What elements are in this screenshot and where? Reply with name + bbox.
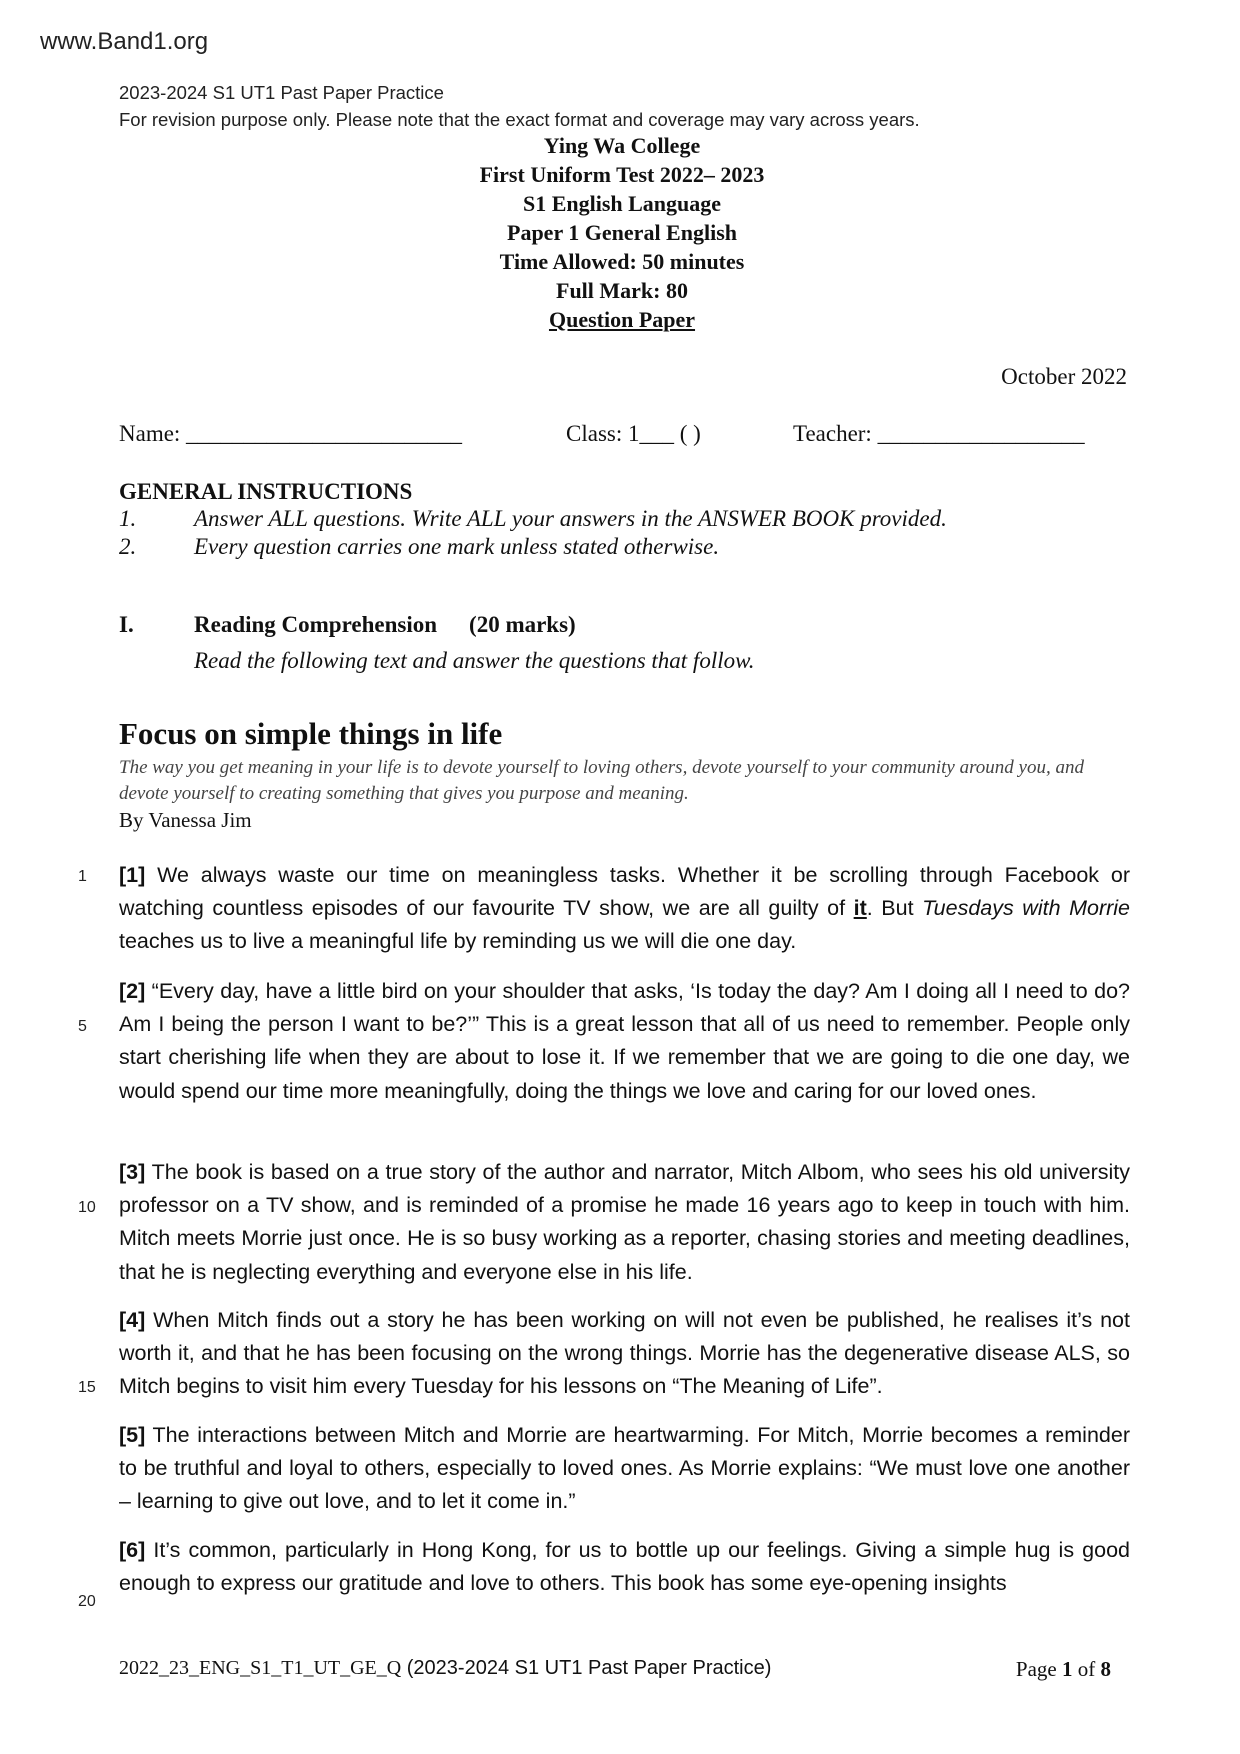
name-field: Name: ________________________ bbox=[119, 421, 463, 446]
paragraph-3 bbox=[119, 1156, 1130, 1289]
paper-code: 2022_23_ENG_S1_T1_UT_GE_Q bbox=[119, 1657, 402, 1679]
paragraph-number: [5] bbox=[119, 1423, 146, 1447]
article-subtitle: The way you get meaning in your life is to devote yourself to loving others, devote yourself to your community around you, and devote yourself to creating something that gives you purpose and meaning. bbox=[119, 757, 1084, 804]
teacher-field: Teacher: __________________ bbox=[793, 421, 1085, 446]
paragraph-text: The book is based on a true story of the author and narrator, Mitch Albom, who sees his old university professor on a TV show, and is reminded of a promise he made 16 years ago to keep in touch with him. Mitch meets Morrie just once. He is so busy working as a reporter, chasing stories and meeting deadlines, that he is neglecting everything and everyone else in his life. bbox=[119, 1160, 1130, 1284]
time-allowed: Time Allowed: 50 minutes bbox=[499, 249, 745, 274]
practice-line-2: For revision purpose only. Please note that the exact format and coverage may vary across years. bbox=[119, 109, 920, 130]
paragraph-text: The interactions between Mitch and Morrie are heartwarming. For Mitch, Morrie becomes a reminder to be truthful and loyal to others, especially to loved ones. As Morrie explains: “We must love one another – learning to give out love, and to let it come in.” bbox=[119, 1423, 1130, 1514]
paragraph-text: . But bbox=[866, 896, 923, 921]
instruction-item bbox=[119, 534, 719, 560]
page-total: 8 bbox=[1100, 1657, 1111, 1681]
paragraph-4 bbox=[119, 1304, 1130, 1404]
practice-note bbox=[119, 79, 920, 133]
page-indicator bbox=[1016, 1657, 1111, 1682]
section-number: I. bbox=[119, 612, 134, 637]
article-title: Focus on simple things in life bbox=[119, 716, 503, 751]
paragraph-text: When Mitch finds out a story he has been working on will not even be published, he realises it’s not worth it, and that he has been focusing on the wrong things. Morrie has the degenerative disease ALS, so Mitch begins to visit him every Tuesday for his lessons on “The Meaning of Life”. bbox=[119, 1308, 1130, 1399]
paper-header bbox=[0, 131, 1240, 334]
paragraph-number: [2] bbox=[119, 979, 146, 1003]
line-number: 20 bbox=[78, 1593, 96, 1610]
line-number: 10 bbox=[78, 1199, 96, 1216]
instruction-text: Every question carries one mark unless stated otherwise. bbox=[194, 534, 720, 559]
footer-practice: (2023-2024 S1 UT1 Past Paper Practice) bbox=[401, 1657, 772, 1679]
paragraph-2 bbox=[119, 975, 1130, 1108]
section-heading bbox=[119, 612, 576, 638]
instruction-text: Answer ALL questions. Write ALL your answers in the ANSWER BOOK provided. bbox=[194, 506, 947, 531]
paragraph-text: We always waste our time on meaningless tasks. Whether it be scrolling through Facebook or watching countless episodes of our favourite TV show, we are all guilty of bbox=[119, 863, 1130, 921]
section-title: Reading Comprehension bbox=[194, 612, 438, 637]
exam-date: October 2022 bbox=[1001, 364, 1127, 389]
paragraph-6 bbox=[119, 1534, 1130, 1600]
of-word: of bbox=[1072, 1657, 1101, 1681]
line-number: 15 bbox=[78, 1379, 96, 1396]
paragraph-number: [6] bbox=[119, 1538, 146, 1562]
line-number: 5 bbox=[78, 1018, 87, 1035]
instruction-num: 1. bbox=[119, 506, 137, 531]
school-name: Ying Wa College bbox=[543, 133, 701, 158]
section-marks: (20 marks) bbox=[469, 612, 576, 637]
doc-type: Question Paper bbox=[548, 307, 696, 332]
test-name: First Uniform Test 2022– 2023 bbox=[479, 162, 765, 187]
full-mark: Full Mark: 80 bbox=[556, 278, 688, 303]
watermark: www.Band1.org bbox=[40, 28, 209, 55]
paragraph-text: “Every day, have a little bird on your shoulder that asks, ‘Is today the day? Am I doing all I need to do? Am I being the person I want to be?’” This is a great lesson that all of us need to remember. People only start cherishing life when they are about to lose it. If we remember that we are going to die one day, we would spend our time more meaningfully, doing the things we love and caring for our loved ones. bbox=[119, 979, 1130, 1103]
book-title: Tuesdays with Morrie bbox=[922, 896, 1131, 921]
paragraph-1 bbox=[119, 859, 1130, 959]
section-instruction: Read the following text and answer the questions that follow. bbox=[194, 648, 755, 673]
instruction-item bbox=[119, 506, 947, 532]
paragraph-number: [1] bbox=[119, 863, 146, 887]
paragraph-5 bbox=[119, 1419, 1130, 1519]
paragraph-text: teaches us to live a meaningful life by reminding us we will die one day. bbox=[119, 929, 797, 954]
page-number: 1 bbox=[1062, 1657, 1073, 1681]
line-number: 1 bbox=[78, 868, 87, 885]
paragraph-number: [3] bbox=[119, 1160, 146, 1184]
underlined-word: it bbox=[853, 896, 867, 921]
paper-name: Paper 1 General English bbox=[507, 220, 737, 245]
instructions-heading: GENERAL INSTRUCTIONS bbox=[119, 479, 413, 504]
subject-name: S1 English Language bbox=[522, 191, 722, 216]
article-byline: By Vanessa Jim bbox=[119, 808, 252, 832]
class-field: Class: 1___ ( ) bbox=[566, 421, 701, 446]
paragraph-text: It’s common, particularly in Hong Kong, for us to bottle up our feelings. Giving a simple hug is good enough to express our gratitude and love to others. This book has some eye-opening insights bbox=[119, 1538, 1130, 1596]
paragraph-number: [4] bbox=[119, 1308, 146, 1332]
instruction-num: 2. bbox=[119, 534, 137, 559]
practice-line-1: 2023-2024 S1 UT1 Past Paper Practice bbox=[119, 82, 444, 103]
page-word: Page bbox=[1015, 1657, 1062, 1681]
footer-code bbox=[119, 1657, 771, 1680]
